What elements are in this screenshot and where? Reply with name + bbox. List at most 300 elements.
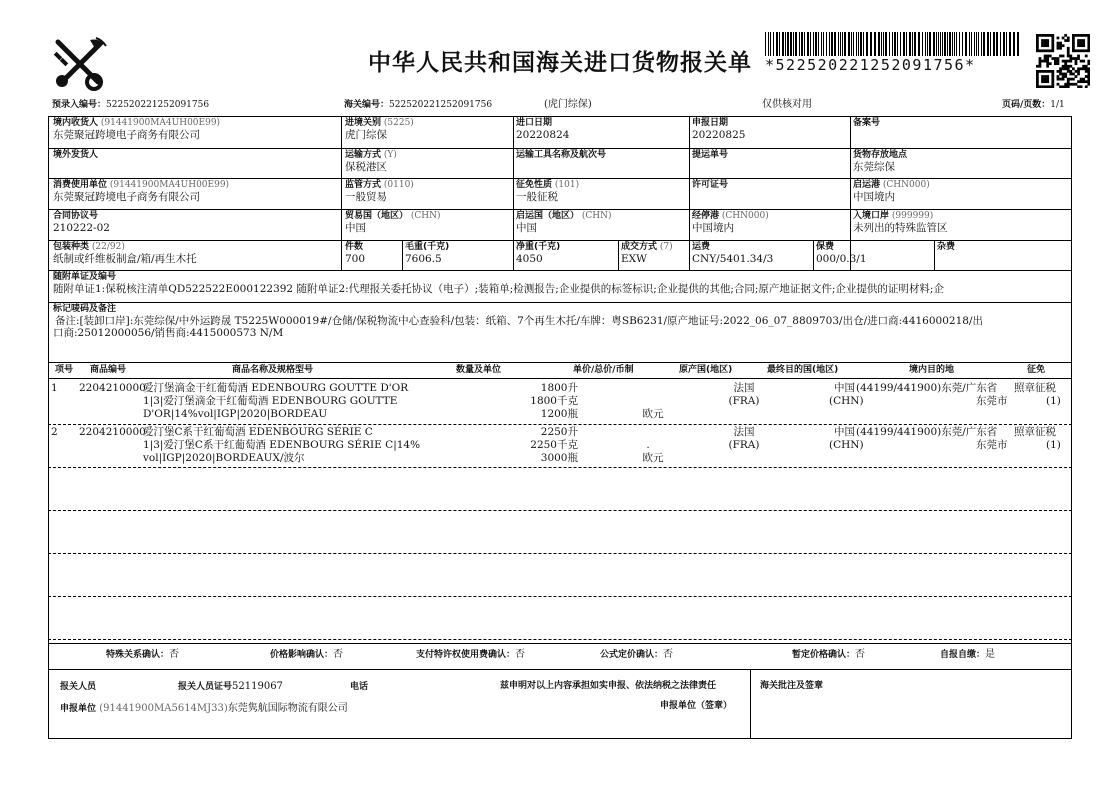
barcode-bar: [770, 32, 771, 56]
declarant-cert: 报关人员证号52119067: [178, 681, 283, 692]
qr-module: [1082, 42, 1085, 45]
field-marks-remarks: 标记唛码及备注 备注:[装卸口岸]:东莞综保/中外运跨晟 T5225W000019#/仓储/保税物流中心查验科/包装：纸箱、7个再生木托/车牌：粤SB6231/原产地证号:2022_06_07_8809703/出仓/进口商:4416000218/出 口商:25012000056/销售商:4415000573 N/M: [53, 304, 983, 339]
qr-module: [1059, 85, 1062, 88]
barcode-bar: [969, 32, 970, 56]
qr-module: [1036, 83, 1039, 86]
qr-module: [1036, 78, 1039, 81]
qr-module: [1080, 80, 1083, 83]
qr-module: [1046, 78, 1049, 81]
barcode-text: *522520221252091756*: [765, 56, 976, 74]
qr-module: [1041, 75, 1044, 78]
qr-module: [1039, 57, 1042, 60]
qr-module: [1062, 55, 1065, 58]
qr-module: [1080, 44, 1083, 47]
barcode-bar: [793, 32, 794, 56]
qr-module: [1085, 80, 1088, 83]
goods-header-qty: 数量及单位: [456, 365, 502, 375]
qr-module: [1067, 39, 1070, 42]
qr-module: [1087, 34, 1090, 37]
field-contract: 合同协议号 210222-02: [53, 211, 110, 234]
customs-emblem: [50, 36, 112, 92]
barcode-bar: [856, 32, 857, 56]
qr-module: [1049, 49, 1052, 52]
qr-module: [1085, 65, 1088, 68]
qr-module: [1041, 78, 1044, 81]
field-bill-no: 提运单号: [692, 150, 729, 160]
qr-module: [1057, 78, 1060, 81]
barcode-bar: [831, 32, 833, 56]
qr-module: [1044, 57, 1047, 60]
qr-module: [1057, 47, 1060, 50]
qr-code: [1036, 34, 1090, 88]
barcode-bar: [909, 32, 911, 56]
qr-module: [1072, 37, 1075, 40]
qr-module: [1075, 70, 1078, 73]
qr-module: [1036, 39, 1039, 42]
barcode-bar: [773, 32, 774, 56]
qr-module: [1059, 55, 1062, 58]
qr-module: [1051, 70, 1054, 73]
barcode-bar: [870, 32, 872, 56]
qr-module: [1067, 67, 1070, 70]
barcode-bar: [929, 32, 931, 56]
barcode-bar: [925, 32, 926, 56]
qr-module: [1067, 85, 1070, 88]
customs-number: 海关编号：522520221252091756: [344, 100, 493, 110]
qr-module: [1041, 44, 1044, 47]
phone-label: 电话: [350, 682, 369, 692]
barcode-bar: [894, 32, 896, 56]
field-insurance: 保费 000/0.3/1: [816, 242, 867, 265]
barcode-bar: [947, 32, 948, 56]
field-record-no: 备案号: [853, 118, 881, 128]
qr-module: [1087, 37, 1090, 40]
qr-module: [1051, 37, 1054, 40]
field-misc: 杂费: [937, 242, 956, 252]
qr-module: [1051, 85, 1054, 88]
qr-module: [1077, 85, 1080, 88]
qr-module: [1046, 39, 1049, 42]
qr-module: [1072, 67, 1075, 70]
qr-module: [1064, 34, 1067, 37]
qr-module: [1075, 34, 1078, 37]
barcode-bar: [978, 32, 979, 56]
field-package: 包装种类 (22/92) 纸制或纤维板制盒/箱/再生木托: [53, 242, 197, 265]
field-transit-port: 经停港 (CHN000) 中国境内: [692, 211, 769, 234]
barcode-bar: [834, 32, 836, 56]
field-origin-country: 启运国（地区） (CHN) 中国: [516, 211, 612, 234]
qr-module: [1044, 49, 1047, 52]
qr-module: [1046, 42, 1049, 45]
qr-module: [1082, 44, 1085, 47]
qr-module: [1064, 67, 1067, 70]
barcode-bar: [844, 32, 846, 56]
field-attachments: 随附单证及编号 随附单证1:保税核注清单QD522522E000122392 随附单证2:代理报关委托协议（电子）;装箱单;检测报告;企业提供的标签标识;企业提供的其他;合同;原产地证据文件;企业提供的证明材料;企: [53, 272, 944, 295]
qr-module: [1039, 62, 1042, 65]
barcode-bar: [768, 32, 769, 56]
barcode-bar: [987, 32, 989, 56]
qr-module: [1059, 67, 1062, 70]
confirm-special-relation: 特殊关系确认：否: [106, 649, 180, 660]
qr-module: [1064, 39, 1067, 42]
qr-module: [1046, 62, 1049, 65]
qr-module: [1064, 62, 1067, 65]
barcode-bar: [874, 32, 876, 56]
qr-module: [1087, 67, 1090, 70]
qr-module: [1085, 49, 1088, 52]
barcode-bar: [801, 32, 803, 56]
barcode-bar: [823, 32, 824, 56]
table-row: 1 2204210000 爱汀堡滴金干红葡萄酒 EDENBOURG GOUTTE D'OR 1|3|爱汀堡滴金干红葡萄酒 EDENBOURG GOUTTE D'OR|14%vol|IGP|2020|BORDEAU 1800升 1800千克 1200瓶 欧元 法国 (FRA) 中国 (CHN) (44199/441900)东莞/广东省 东莞市 照章征税 (1): [51, 382, 1061, 420]
qr-module: [1057, 57, 1060, 60]
qr-module: [1069, 78, 1072, 81]
barcode-bar: [795, 32, 797, 56]
qr-module: [1044, 75, 1047, 78]
barcode-bar: [782, 32, 784, 56]
barcode-bar: [866, 32, 868, 56]
qr-module: [1080, 78, 1083, 81]
qr-module: [1062, 67, 1065, 70]
barcode-bar: [976, 32, 977, 56]
barcode-bar: [889, 32, 890, 56]
barcode-bar: [981, 32, 982, 56]
barcode-bar: [787, 32, 789, 56]
barcode-bar: [1000, 32, 1001, 56]
barcode-bar: [959, 32, 960, 56]
barcode-bar: [779, 32, 780, 56]
qr-module: [1087, 73, 1090, 76]
barcode-bar: [990, 32, 991, 56]
barcode-bar: [927, 32, 928, 56]
qr-module: [1044, 78, 1047, 81]
declaring-unit: 申报单位 (91441900MA5614MJ33)东莞隽航国际物流有限公司: [60, 703, 348, 714]
qr-module: [1049, 55, 1052, 58]
qr-module: [1036, 73, 1039, 76]
qr-module: [1036, 70, 1039, 73]
barcode-bar: [776, 32, 778, 56]
qr-module: [1064, 60, 1067, 63]
barcode-bar: [906, 32, 907, 56]
qr-module: [1067, 70, 1070, 73]
qr-module: [1036, 34, 1039, 37]
field-vessel: 运输工具名称及航次号: [516, 150, 607, 160]
qr-module: [1036, 75, 1039, 78]
confirm-formula-price: 公式定价确认：否: [600, 649, 674, 660]
barcode-bar: [1006, 32, 1007, 56]
qr-module: [1039, 65, 1042, 68]
goods-header-code: 商品编号: [90, 365, 127, 375]
qr-module: [1082, 39, 1085, 42]
qr-module: [1080, 67, 1083, 70]
qr-module: [1085, 34, 1088, 37]
qr-module: [1087, 47, 1090, 50]
qr-module: [1044, 34, 1047, 37]
qr-module: [1069, 55, 1072, 58]
qr-module: [1057, 62, 1060, 65]
qr-module: [1077, 67, 1080, 70]
qr-module: [1085, 67, 1088, 70]
qr-module: [1069, 70, 1072, 73]
barcode-bar: [853, 32, 854, 56]
qr-module: [1057, 42, 1060, 45]
qr-module: [1036, 37, 1039, 40]
field-departure-port: 启运港 (CHN000) 中国境内: [853, 180, 930, 203]
qr-module: [1087, 78, 1090, 81]
barcode-bar: [804, 32, 805, 56]
qr-module: [1041, 70, 1044, 73]
qr-module: [1082, 65, 1085, 68]
qr-module: [1069, 83, 1072, 86]
field-transport-mode: 运输方式 (Y) 保税港区: [345, 150, 397, 173]
qr-module: [1057, 75, 1060, 78]
barcode-bar: [883, 32, 884, 56]
barcode-bar: [807, 32, 809, 56]
barcode-bar: [799, 32, 800, 56]
barcode-bar: [821, 32, 822, 56]
qr-module: [1051, 42, 1054, 45]
qr-module: [1049, 34, 1052, 37]
barcode-bar: [863, 32, 864, 56]
qr-module: [1046, 34, 1049, 37]
barcode-bar: [815, 32, 817, 56]
barcode-bar: [1017, 32, 1019, 56]
qr-module: [1080, 42, 1083, 45]
barcode-bar: [785, 32, 786, 56]
field-shipper: 境外发货人: [53, 150, 99, 160]
qr-module: [1087, 75, 1090, 78]
qr-module: [1044, 70, 1047, 73]
barcode-bar: [885, 32, 887, 56]
barcode-bar: [993, 32, 995, 56]
qr-module: [1057, 60, 1060, 63]
qr-module: [1080, 39, 1083, 42]
goods-header-dest: 最终目的国(地区): [767, 365, 839, 375]
qr-module: [1041, 42, 1044, 45]
qr-module: [1039, 34, 1042, 37]
barcode-bar: [881, 32, 882, 56]
qr-module: [1069, 65, 1072, 68]
qr-module: [1064, 83, 1067, 86]
qr-module: [1041, 34, 1044, 37]
qr-module: [1067, 60, 1070, 63]
qr-module: [1075, 57, 1078, 60]
qr-module: [1085, 75, 1088, 78]
qr-module: [1075, 49, 1078, 52]
barcode-bar: [900, 32, 901, 56]
goods-header-no: 项号: [55, 365, 74, 375]
barcode-bar: [942, 32, 943, 56]
qr-module: [1049, 62, 1052, 65]
qr-module: [1051, 34, 1054, 37]
qr-module: [1077, 42, 1080, 45]
declarant-label: 报关人员: [60, 682, 97, 692]
qr-module: [1067, 80, 1070, 83]
qr-module: [1082, 34, 1085, 37]
barcode-bar: [840, 32, 841, 56]
goods-header-price: 单价/总价/币制: [573, 365, 634, 375]
qr-module: [1069, 60, 1072, 63]
barcode-bar: [940, 32, 941, 56]
qr-module: [1046, 44, 1049, 47]
qr-module: [1067, 37, 1070, 40]
barcode-bar: [860, 32, 862, 56]
barcode-bar: [858, 32, 859, 56]
qr-module: [1075, 60, 1078, 63]
qr-module: [1039, 70, 1042, 73]
qr-module: [1051, 39, 1054, 42]
barcode-bar: [974, 32, 975, 56]
qr-module: [1044, 80, 1047, 83]
qr-module: [1046, 70, 1049, 73]
qr-module: [1064, 73, 1067, 76]
qr-module: [1062, 44, 1065, 47]
qr-module: [1075, 83, 1078, 86]
qr-module: [1051, 78, 1054, 81]
barcode-bar: [983, 32, 985, 56]
qr-module: [1087, 70, 1090, 73]
field-gross-weight: 毛重(千克) 7606.5: [405, 242, 450, 265]
qr-module: [1077, 57, 1080, 60]
qr-module: [1069, 57, 1072, 60]
qr-module: [1072, 34, 1075, 37]
qr-module: [1062, 78, 1065, 81]
customs-sign-label: 海关批注及签章: [760, 681, 824, 691]
confirm-price-influence: 价格影响确认：否: [270, 649, 344, 660]
qr-module: [1049, 85, 1052, 88]
barcode-bar: [829, 32, 830, 56]
qr-module: [1054, 60, 1057, 63]
barcode-bar: [842, 32, 843, 56]
field-supervision: 监管方式 (0110) 一般贸易: [345, 180, 414, 203]
qr-module: [1072, 83, 1075, 86]
qr-module: [1051, 75, 1054, 78]
barcode-bar: [813, 32, 814, 56]
qr-module: [1036, 44, 1039, 47]
barcode-bar: [826, 32, 827, 56]
verify-note: 仅供核对用: [762, 99, 812, 110]
qr-module: [1064, 85, 1067, 88]
qr-module: [1051, 49, 1054, 52]
qr-module: [1087, 39, 1090, 42]
qr-module: [1059, 47, 1062, 50]
qr-module: [1067, 78, 1070, 81]
qr-module: [1077, 44, 1080, 47]
barcode-bar: [936, 32, 937, 56]
goods-header-domestic: 境内目的地: [909, 365, 955, 375]
barcode-bar: [914, 32, 916, 56]
qr-module: [1085, 70, 1088, 73]
qr-module: [1075, 75, 1078, 78]
qr-module: [1036, 85, 1039, 88]
qr-module: [1072, 73, 1075, 76]
qr-module: [1062, 75, 1065, 78]
qr-module: [1057, 70, 1060, 73]
qr-module: [1059, 78, 1062, 81]
barcode-bar: [851, 32, 852, 56]
page-number: 页码/页数：1/1: [1002, 100, 1065, 110]
qr-module: [1044, 44, 1047, 47]
qr-module: [1046, 80, 1049, 83]
qr-module: [1067, 49, 1070, 52]
qr-module: [1046, 60, 1049, 63]
qr-module: [1036, 49, 1039, 52]
document-title: 中华人民共和国海关进口货物报关单: [368, 50, 752, 76]
qr-module: [1051, 47, 1054, 50]
qr-module: [1041, 85, 1044, 88]
field-entry-port: 入境口岸 (999999) 未列出的特殊监管区: [853, 211, 948, 234]
qr-module: [1041, 39, 1044, 42]
field-consignee: 境内收货人 (91441900MA4UH00E99) 东莞聚冠跨境电子商务有限公司: [53, 118, 221, 141]
qr-module: [1046, 65, 1049, 68]
qr-module: [1087, 42, 1090, 45]
barcode-bar: [848, 32, 850, 56]
qr-module: [1044, 85, 1047, 88]
qr-module: [1051, 57, 1054, 60]
field-storage: 货物存放地点 东莞综保: [853, 150, 908, 173]
qr-module: [1087, 80, 1090, 83]
qr-module: [1046, 55, 1049, 58]
qr-module: [1077, 80, 1080, 83]
barcode-bar: [922, 32, 923, 56]
qr-module: [1064, 65, 1067, 68]
qr-module: [1077, 49, 1080, 52]
qr-module: [1044, 39, 1047, 42]
qr-module: [1085, 85, 1088, 88]
qr-module: [1077, 39, 1080, 42]
barcode-bar: [1013, 32, 1015, 56]
qr-module: [1075, 62, 1078, 65]
barcode-bar: [944, 32, 946, 56]
qr-module: [1077, 73, 1080, 76]
barcode-bar: [962, 32, 963, 56]
qr-module: [1051, 83, 1054, 86]
qr-module: [1072, 57, 1075, 60]
qr-module: [1046, 57, 1049, 60]
pre-entry-number: 预录入编号：522520221252091756: [52, 100, 210, 110]
barcode-bar: [1003, 32, 1005, 56]
barcode-bar: [965, 32, 967, 56]
field-net-weight: 净重(千克) 4050: [516, 242, 561, 265]
qr-module: [1057, 44, 1060, 47]
barcode-bar: [949, 32, 951, 56]
qr-module: [1080, 60, 1083, 63]
qr-module: [1062, 85, 1065, 88]
qr-module: [1082, 67, 1085, 70]
qr-module: [1087, 83, 1090, 86]
barcode-bar: [897, 32, 898, 56]
barcode-bar: [912, 32, 913, 56]
barcode-bar: [933, 32, 935, 56]
qr-module: [1036, 47, 1039, 50]
unit-sign-label: 申报单位（签章）: [660, 701, 733, 711]
qr-module: [1069, 73, 1072, 76]
qr-module: [1062, 65, 1065, 68]
barcode-bar: [996, 32, 998, 56]
qr-module: [1067, 52, 1070, 55]
barcode-bar: [903, 32, 905, 56]
qr-module: [1049, 70, 1052, 73]
qr-module: [1087, 49, 1090, 52]
qr-module: [1080, 85, 1083, 88]
qr-module: [1067, 65, 1070, 68]
table-row: 2 2204210000 爱汀堡C系干红葡萄酒 EDENBOURG SÉRIE C 1|3|爱汀堡C系干红葡萄酒 EDENBOURG SÉRIE C|14% vol|IGP|2020|BORDEAUX/波尔 2250升 2250千克 3000瓶 . 欧元 法国 (FRA) 中国 (CHN) (44199/441900)东莞/广东省 东莞市 照章征税 (1): [51, 426, 1061, 464]
qr-module: [1041, 60, 1044, 63]
qr-module: [1082, 49, 1085, 52]
barcode-bar: [918, 32, 920, 56]
qr-module: [1057, 83, 1060, 86]
qr-module: [1036, 80, 1039, 83]
barcode-bar: [838, 32, 839, 56]
